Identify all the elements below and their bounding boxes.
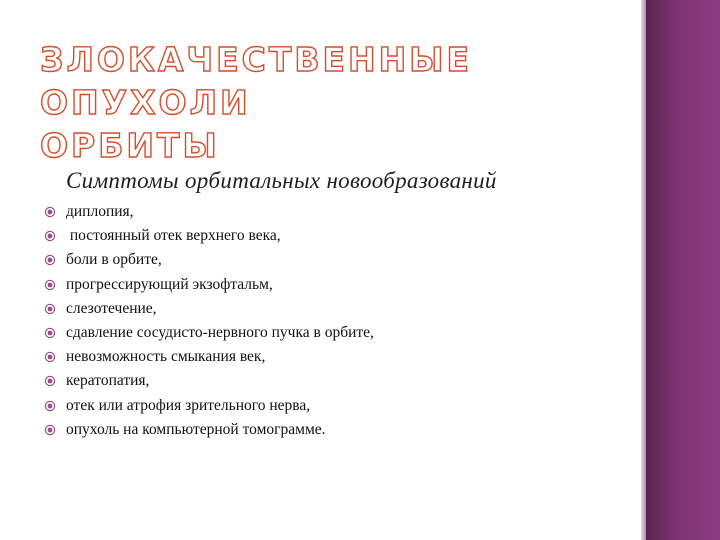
circle-bullet-icon <box>44 327 56 339</box>
list-item <box>44 224 374 248</box>
list-item <box>44 369 374 393</box>
circle-bullet-icon <box>44 400 56 412</box>
list-item-text: слезотечение, <box>66 299 157 317</box>
list-item <box>44 200 374 224</box>
list-item <box>44 394 374 418</box>
side-band-edge <box>641 0 646 540</box>
circle-bullet-icon <box>44 375 56 387</box>
symptom-list <box>44 200 374 442</box>
circle-bullet-icon <box>44 254 56 266</box>
circle-bullet-icon <box>44 230 56 242</box>
circle-bullet-icon <box>44 424 56 436</box>
list-item <box>44 418 374 442</box>
slide-title <box>40 38 600 167</box>
list-item <box>44 297 374 321</box>
list-item-text: постоянный отек верхнего века, <box>66 227 281 245</box>
list-item-text: прогрессирующий экзофтальм, <box>66 275 273 293</box>
decorative-side-band <box>641 0 720 540</box>
list-item-text: диплопия, <box>66 203 134 221</box>
slide-title-line-1: ЗЛОКАЧЕСТВЕННЫЕ ОПУХОЛИ <box>40 40 473 122</box>
list-item <box>44 248 374 272</box>
list-item <box>44 273 374 297</box>
circle-bullet-icon <box>44 279 56 291</box>
list-item-text: боли в орбите, <box>66 251 162 269</box>
list-item-text: сдавление сосудисто-нервного пучка в орбите, <box>66 324 374 342</box>
list-item-text: отек или атрофия зрительного нерва, <box>66 396 311 414</box>
circle-bullet-icon <box>44 351 56 363</box>
list-item-text: опухоль на компьютерной томограмме. <box>66 420 326 438</box>
list-item-text: кератопатия, <box>66 372 150 390</box>
circle-bullet-icon <box>44 303 56 315</box>
list-item <box>44 321 374 345</box>
list-item-text: невозможность смыкания век, <box>66 348 266 366</box>
slide-title-line-2: ОРБИТЫ <box>40 126 220 165</box>
list-item <box>44 345 374 369</box>
slide-subtitle: Симптомы орбитальных новообразований <box>66 168 497 193</box>
circle-bullet-icon <box>44 206 56 218</box>
